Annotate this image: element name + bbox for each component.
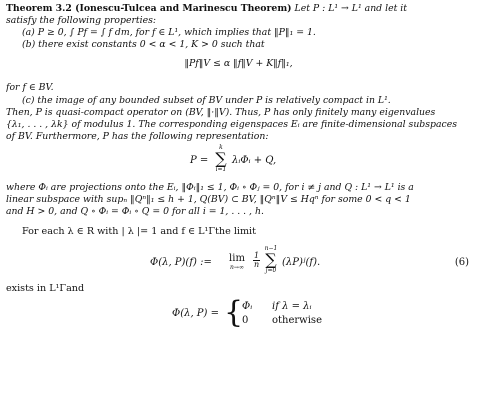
limit-lhs: Φ(λ, P)(f) := — [150, 257, 212, 268]
limit-frac-num: 1 — [254, 251, 260, 260]
theorem-then-1: Then, P is quasi-compact operator on (BV, ‖·‖V). Thus, P has only finitely many eigenvalues — [6, 107, 436, 118]
display-inequality-b: ‖Pf‖V ≤ α ‖f‖V + K‖f‖₁, — [184, 58, 293, 69]
limit-operator — [224, 253, 250, 271]
theorem-item-b: (b) there exist constants 0 < α < 1, K > 0 such that — [22, 39, 265, 50]
theorem-where-2: linear subspace with supₙ ‖Qⁿ‖₁ ≤ h + 1, Q(BV) ⊂ BV, ‖Qⁿ‖V ≤ Hqⁿ for some 0 < q < 1 — [6, 194, 411, 205]
theorem-then-3: of BV. Furthermore, P has the following representation: — [6, 131, 269, 142]
limit-frac-den: n — [253, 260, 260, 269]
sum-sign-icon: ∑ — [265, 250, 277, 269]
case-1-condition: if λ = λᵢ — [272, 301, 312, 312]
limit-sum — [262, 245, 280, 274]
rep-sum-top: k — [219, 144, 223, 151]
theorem-for-f-bv: for f ∈ BV. — [6, 82, 54, 93]
theorem-intro-2: satisfy the following properties: — [6, 15, 157, 26]
left-brace-icon: { — [224, 295, 244, 330]
case-2-value: 0 — [242, 315, 249, 326]
case-1-value: Φᵢ — [242, 301, 253, 312]
theorem-where-1: where Φᵢ are projections onto the Eᵢ, ‖Φᵢ‖₁ ≤ 1, Φᵢ ∘ Φⱼ = 0, for i ≠ j and Q : L¹ → L¹ is a — [6, 182, 414, 193]
limit-rhs: (λP)ʲ(f). — [282, 257, 321, 268]
theorem-then-2: {λ₁, . . . , λk} of modulus 1. The corresponding eigenspaces Eᵢ are finite-dimensional subspaces — [6, 119, 458, 130]
theorem-heading: Theorem 3.2 (Ionescu-Tulcea and Marinescu Theorem) — [6, 3, 292, 14]
theorem-intro-1: Let P : L¹ → L¹ and let it — [294, 3, 407, 14]
limit-lim-sub: n→∞ — [230, 264, 244, 271]
limit-sum-top: n−1 — [264, 245, 278, 252]
display-limit-equation — [0, 245, 477, 279]
body-for-each: For each λ ∈ R with | λ |= 1 and f ∈ L¹Γthe limit — [22, 226, 256, 237]
case-2-condition: otherwise — [272, 315, 322, 326]
limit-lim: lim — [229, 253, 245, 264]
rep-lhs: P = — [190, 155, 209, 166]
theorem-heading-line — [6, 3, 471, 14]
rep-sum — [213, 144, 229, 173]
rep-sum-bot: i=1 — [215, 166, 227, 173]
limit-sum-bot: j=0 — [265, 267, 277, 274]
theorem-item-c: (c) the image of any bounded subset of BV under P is relatively compact in L¹. — [22, 95, 391, 106]
theorem-item-a: (a) P ≥ 0, ∫ Pf = ∫ f dm, for f ∈ L¹, which implies that ‖P‖₁ = 1. — [22, 27, 316, 38]
display-piecewise — [0, 297, 477, 333]
equation-number: (6) — [454, 257, 469, 268]
rep-rhs: λᵢΦᵢ + Q, — [232, 155, 277, 166]
limit-fraction — [253, 252, 260, 269]
theorem-where-3: and H > 0, and Q ∘ Φᵢ = Φᵢ ∘ Q = 0 for all i = 1, . . . , h. — [6, 206, 264, 217]
body-exists-in: exists in L¹Γand — [6, 283, 85, 294]
sum-sign-icon: ∑ — [215, 149, 227, 168]
display-representation — [0, 144, 477, 176]
phi-lhs: Φ(λ, P) = — [172, 308, 219, 319]
